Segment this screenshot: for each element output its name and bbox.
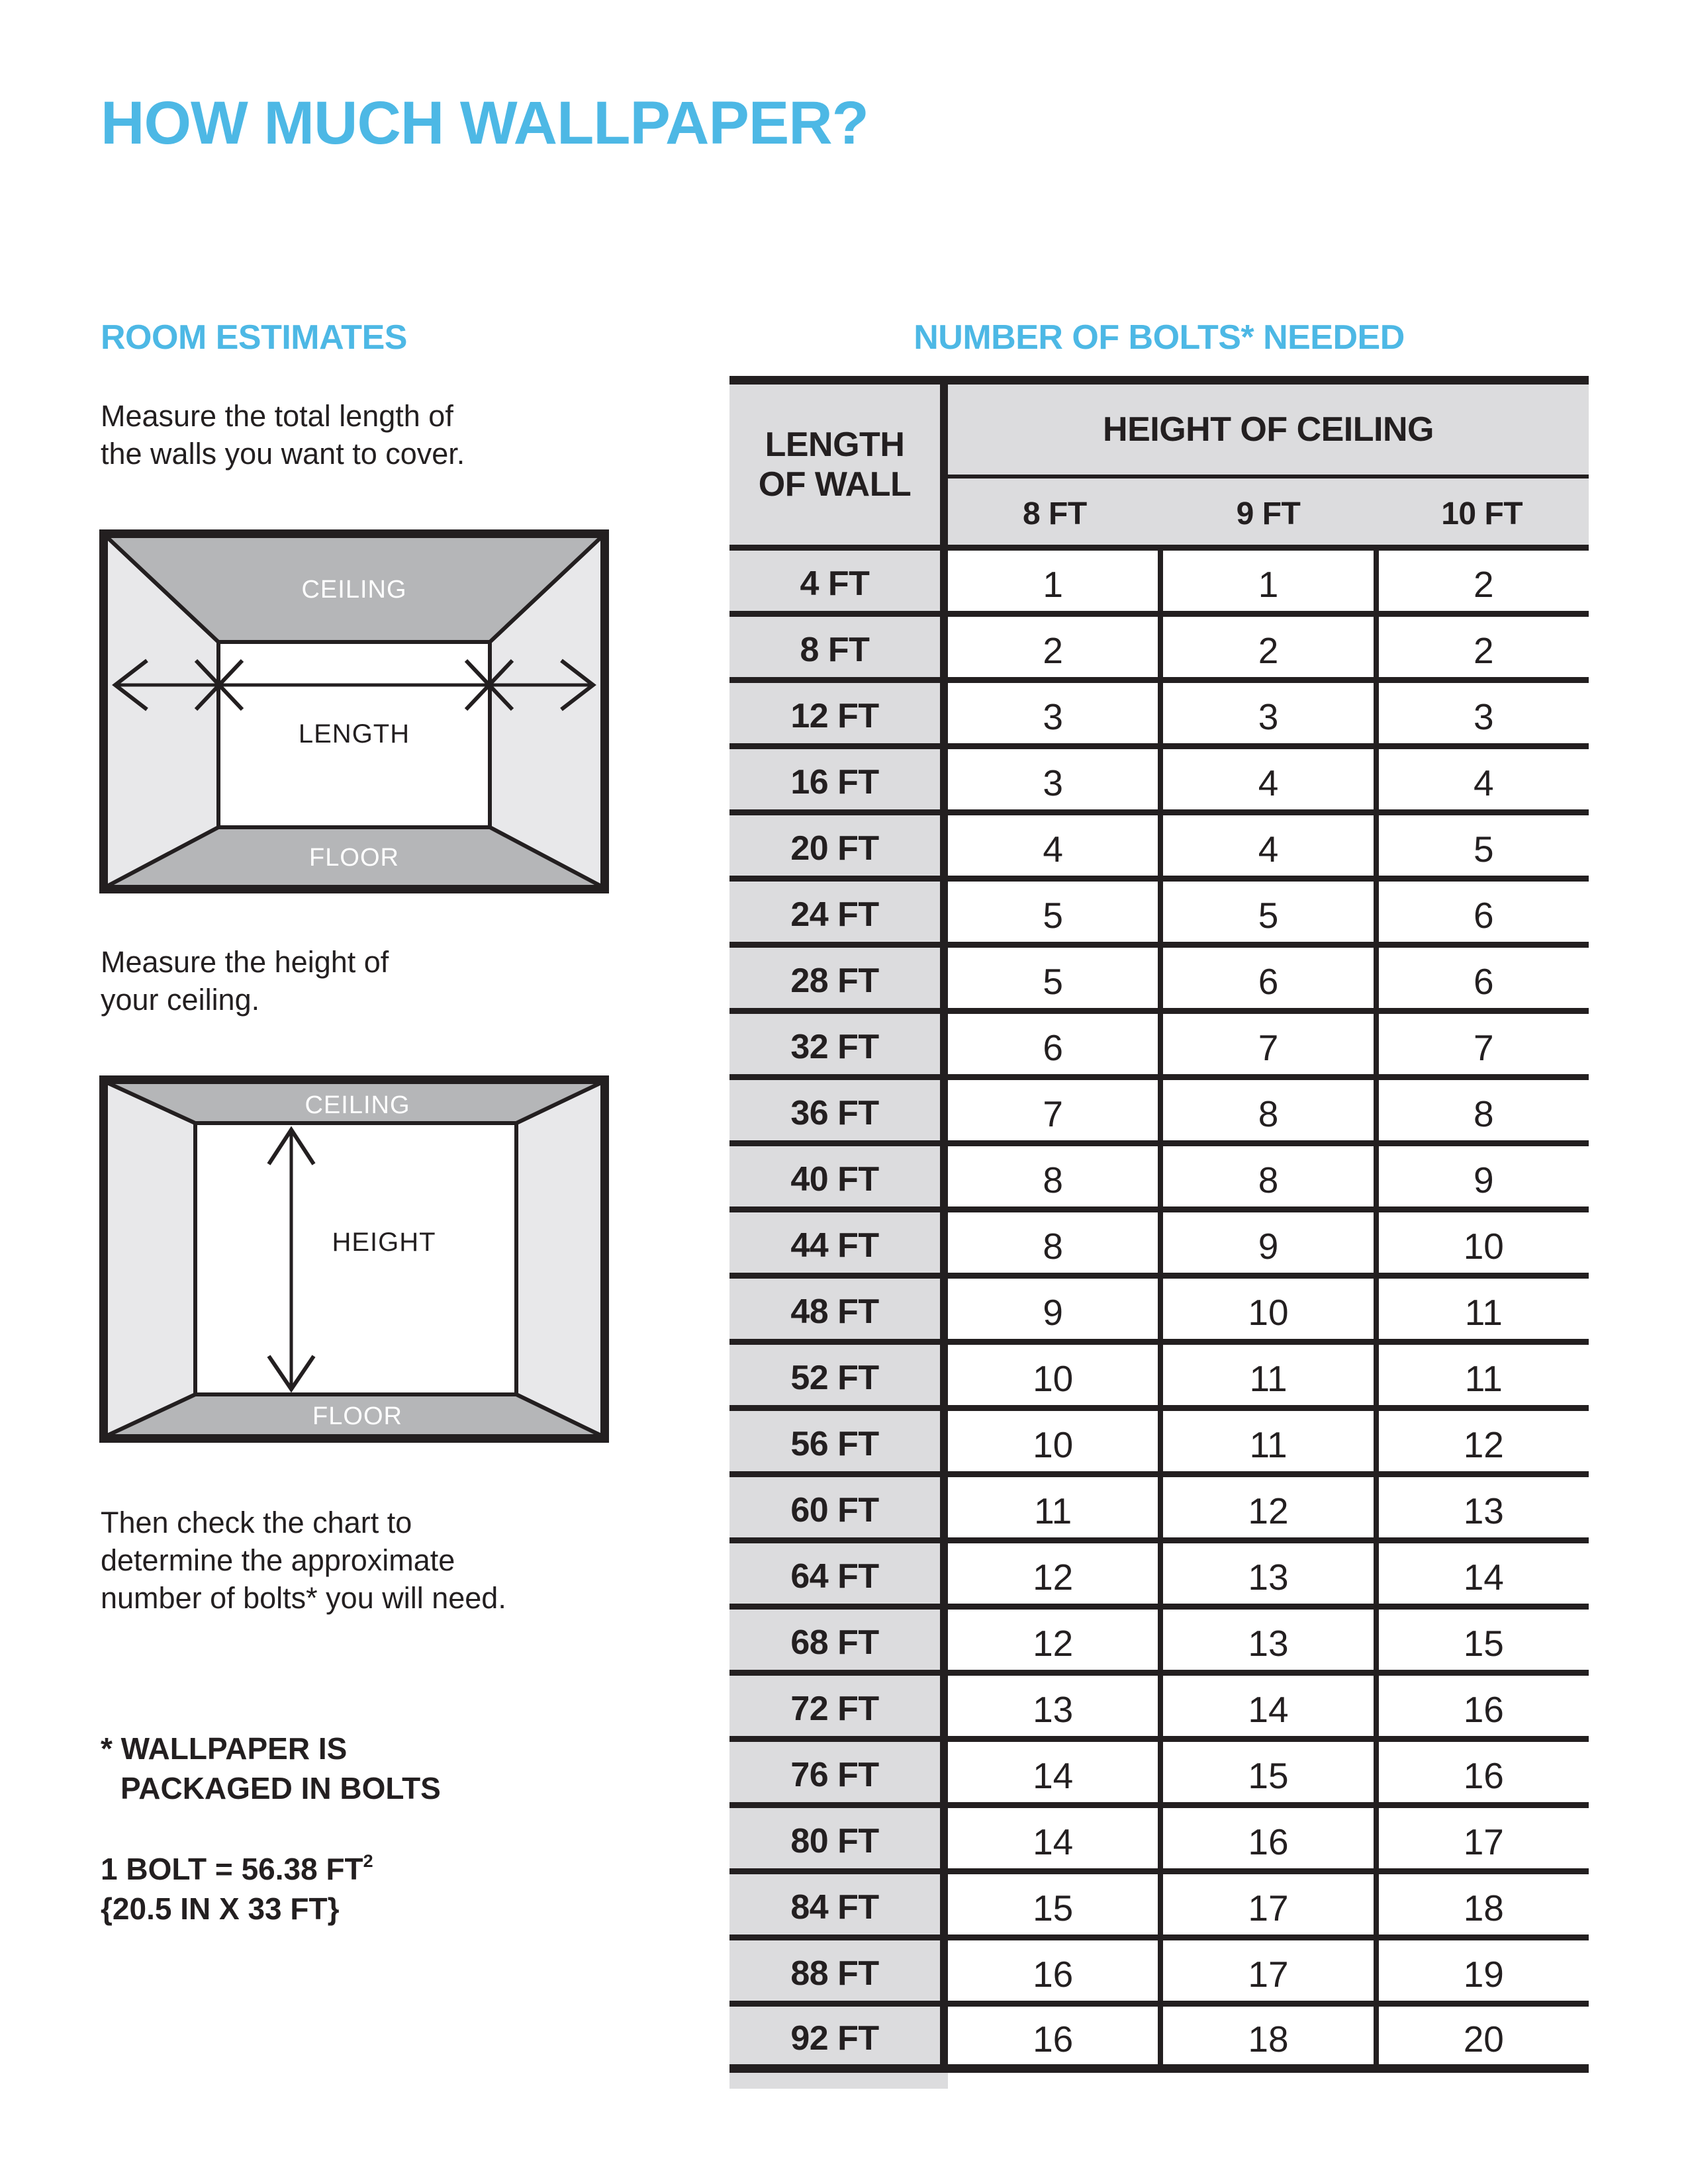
value-cell: 2 — [1374, 617, 1589, 677]
value-cell: 16 — [1158, 1808, 1373, 1868]
value-cell: 12 — [948, 1543, 1158, 1604]
bolt-equation — [101, 1841, 373, 1889]
table-row — [729, 1080, 1589, 1146]
value-cell: 2 — [948, 617, 1158, 677]
row-label-cell: 32 FT — [729, 1014, 948, 1074]
bolt-size-info — [101, 1841, 373, 1929]
bolts-table — [729, 376, 1589, 2089]
value-cell: 17 — [1158, 1874, 1373, 1934]
value-cell: 13 — [1158, 1543, 1373, 1604]
value-cell: 5 — [948, 882, 1158, 942]
value-cell: 5 — [1374, 815, 1589, 876]
table-row — [729, 1543, 1589, 1610]
value-cell: 13 — [1374, 1477, 1589, 1537]
table-row — [729, 1676, 1589, 1742]
bolt-dimensions: {20.5 IN X 33 FT} — [101, 1891, 340, 1926]
value-cell: 11 — [1374, 1345, 1589, 1405]
value-cell: 13 — [948, 1676, 1158, 1736]
row-label-cell: 40 FT — [729, 1146, 948, 1206]
value-cell: 19 — [1374, 1940, 1589, 2001]
value-cell: 16 — [1374, 1676, 1589, 1736]
row-label-cell: 92 FT — [729, 2007, 948, 2064]
column-header: 9 FT — [1236, 496, 1301, 531]
table-row — [729, 2007, 1589, 2073]
table-row — [729, 1411, 1589, 1477]
row-label-cell: 84 FT — [729, 1874, 948, 1934]
table-row — [729, 617, 1589, 683]
value-cell: 11 — [948, 1477, 1158, 1537]
value-cell: 20 — [1374, 2007, 1589, 2064]
value-cell: 8 — [1158, 1146, 1373, 1206]
bolts-needed-heading: NUMBER OF BOLTS* NEEDED — [914, 318, 1405, 357]
value-cell: 5 — [948, 948, 1158, 1008]
table-row — [729, 1345, 1589, 1411]
value-cell: 10 — [1374, 1212, 1589, 1273]
value-cell: 9 — [948, 1279, 1158, 1339]
table-row — [729, 1874, 1589, 1940]
wallpaper-bolts-footnote — [101, 1729, 441, 1808]
value-cell: 16 — [948, 2007, 1158, 2064]
value-cell: 9 — [1374, 1146, 1589, 1206]
table-row — [729, 1477, 1589, 1543]
table-row — [729, 815, 1589, 882]
value-cell: 14 — [1374, 1543, 1589, 1604]
column-header: 8 FT — [1022, 496, 1087, 531]
value-cell: 17 — [1158, 1940, 1373, 2001]
table-row — [729, 1212, 1589, 1279]
value-cell: 12 — [1374, 1411, 1589, 1471]
row-label-cell: 44 FT — [729, 1212, 948, 1273]
value-cell: 13 — [1158, 1610, 1373, 1670]
value-cell: 3 — [1158, 683, 1373, 743]
value-cell: 10 — [948, 1411, 1158, 1471]
value-cell: 11 — [1374, 1279, 1589, 1339]
value-cell: 16 — [948, 1940, 1158, 2001]
value-cell: 14 — [948, 1808, 1158, 1868]
room-estimates-heading: ROOM ESTIMATES — [101, 318, 407, 357]
value-cell: 11 — [1158, 1411, 1373, 1471]
text-line: * WALLPAPER IS — [101, 1731, 348, 1766]
table-row — [729, 1279, 1589, 1345]
value-cell: 9 — [1158, 1212, 1373, 1273]
column-header: 10 FT — [1441, 496, 1523, 531]
paragraph-measure-height — [101, 943, 389, 1019]
back-wall — [195, 1123, 516, 1394]
value-cell: 8 — [1158, 1080, 1373, 1140]
value-cell: 6 — [1374, 948, 1589, 1008]
row-label-cell: 80 FT — [729, 1808, 948, 1868]
row-label-cell: 28 FT — [729, 948, 948, 1008]
value-cell: 8 — [1374, 1080, 1589, 1140]
floor-label: FLOOR — [312, 1402, 402, 1430]
value-cell: 4 — [948, 815, 1158, 876]
value-cell: 15 — [948, 1874, 1158, 1934]
table-row — [729, 1014, 1589, 1080]
value-cell: 2 — [1374, 551, 1589, 611]
row-label-cell: 68 FT — [729, 1610, 948, 1670]
paragraph-check-chart — [101, 1504, 506, 1617]
text-line: number of bolts* you will need. — [101, 1581, 506, 1615]
row-label-cell: 64 FT — [729, 1543, 948, 1604]
value-cell: 1 — [948, 551, 1158, 611]
table-header — [729, 385, 1589, 545]
value-cell: 8 — [948, 1146, 1158, 1206]
bolt-equation-superscript: 2 — [363, 1851, 373, 1871]
row-header-line: LENGTH — [765, 426, 905, 464]
row-label-cell: 56 FT — [729, 1411, 948, 1471]
column-group-label: HEIGHT OF CEILING — [1103, 410, 1434, 449]
row-label-cell: 16 FT — [729, 749, 948, 809]
row-label-cell: 4 FT — [729, 551, 948, 611]
row-label-cell: 8 FT — [729, 617, 948, 677]
row-label-cell: 48 FT — [729, 1279, 948, 1339]
value-cell: 15 — [1158, 1742, 1373, 1802]
text-line: Measure the total length of — [101, 399, 453, 433]
text-line: PACKAGED IN BOLTS — [120, 1771, 441, 1805]
value-cell: 4 — [1158, 815, 1373, 876]
row-label-cell: 72 FT — [729, 1676, 948, 1736]
text-line: Measure the height of — [101, 945, 389, 979]
table-row — [729, 882, 1589, 948]
text-line: your ceiling. — [101, 983, 260, 1017]
value-cell: 14 — [1158, 1676, 1373, 1736]
row-label-cell: 52 FT — [729, 1345, 948, 1405]
page-title: HOW MUCH WALLPAPER? — [101, 89, 868, 157]
table-top-border — [729, 376, 1589, 385]
value-cell: 14 — [948, 1742, 1158, 1802]
table-row — [729, 948, 1589, 1014]
text-line: determine the approximate — [101, 1543, 455, 1577]
floor-label: FLOOR — [309, 844, 399, 872]
value-cell: 7 — [1158, 1014, 1373, 1074]
value-cell: 18 — [1158, 2007, 1373, 2064]
value-cell: 7 — [1374, 1014, 1589, 1074]
table-row — [729, 683, 1589, 749]
value-cell: 7 — [948, 1080, 1158, 1140]
table-row — [729, 1610, 1589, 1676]
value-cell: 12 — [948, 1610, 1158, 1670]
value-cell: 8 — [948, 1212, 1158, 1273]
ceiling-label: CEILING — [305, 1091, 410, 1119]
paragraph-measure-length — [101, 397, 465, 473]
column-headers-row — [948, 478, 1589, 545]
table-left-column-stub — [729, 2073, 948, 2089]
height-label: HEIGHT — [332, 1228, 436, 1257]
value-cell: 3 — [1374, 683, 1589, 743]
value-cell: 4 — [1374, 749, 1589, 809]
value-cell: 2 — [1158, 617, 1373, 677]
value-cell: 10 — [948, 1345, 1158, 1405]
bolt-equation-text: 1 BOLT = 56.38 FT — [101, 1852, 363, 1886]
text-line: the walls you want to cover. — [101, 437, 465, 471]
value-cell: 6 — [1374, 882, 1589, 942]
table-row — [729, 1146, 1589, 1212]
row-header-cell — [729, 385, 948, 545]
ceiling-label: CEILING — [301, 576, 407, 604]
value-cell: 10 — [1158, 1279, 1373, 1339]
value-cell: 1 — [1158, 551, 1373, 611]
table-row — [729, 749, 1589, 815]
value-cell: 4 — [1158, 749, 1373, 809]
room-height-diagram — [99, 1075, 609, 1443]
table-row — [729, 551, 1589, 617]
column-header-area — [948, 385, 1589, 545]
row-label-cell: 60 FT — [729, 1477, 948, 1537]
table-row — [729, 1808, 1589, 1874]
length-label: LENGTH — [298, 719, 410, 749]
row-label-cell: 88 FT — [729, 1940, 948, 2001]
value-cell: 6 — [948, 1014, 1158, 1074]
row-label-cell: 12 FT — [729, 683, 948, 743]
row-header-line: OF WALL — [758, 465, 912, 504]
value-cell: 5 — [1158, 882, 1373, 942]
value-cell: 12 — [1158, 1477, 1373, 1537]
row-label-cell: 24 FT — [729, 882, 948, 942]
value-cell: 3 — [948, 683, 1158, 743]
row-label-cell: 36 FT — [729, 1080, 948, 1140]
value-cell: 3 — [948, 749, 1158, 809]
left-wall — [106, 1082, 195, 1436]
room-length-diagram — [99, 529, 609, 893]
right-wall — [516, 1082, 602, 1436]
value-cell: 16 — [1374, 1742, 1589, 1802]
value-cell: 17 — [1374, 1808, 1589, 1868]
value-cell: 15 — [1374, 1610, 1589, 1670]
table-row — [729, 1940, 1589, 2007]
value-cell: 6 — [1158, 948, 1373, 1008]
row-label-cell: 76 FT — [729, 1742, 948, 1802]
text-line: Then check the chart to — [101, 1506, 412, 1539]
value-cell: 11 — [1158, 1345, 1373, 1405]
row-label-cell: 20 FT — [729, 815, 948, 876]
table-row — [729, 1742, 1589, 1808]
table-body — [729, 545, 1589, 2073]
value-cell: 18 — [1374, 1874, 1589, 1934]
